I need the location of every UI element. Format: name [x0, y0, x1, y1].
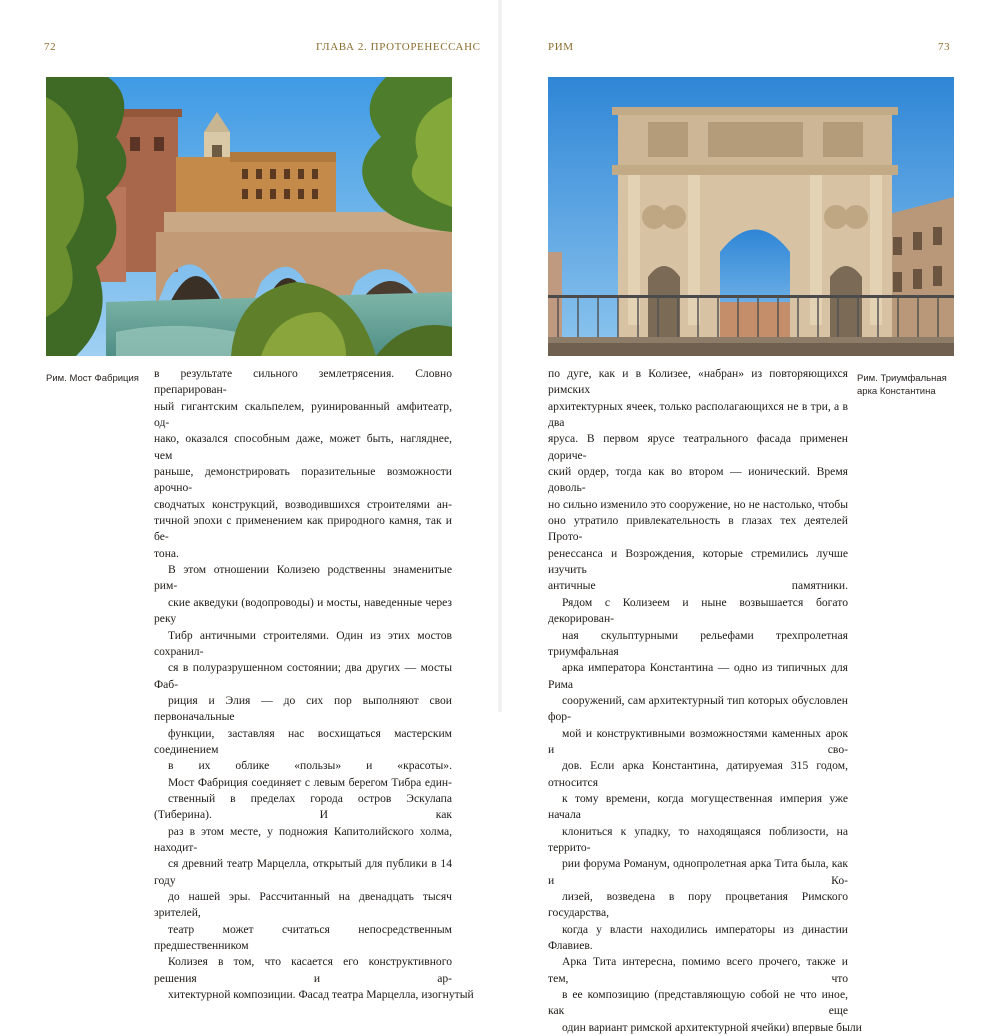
text-line: античные памятники.: [548, 579, 848, 593]
text-line: мой и конструктивными возможностями каменных арок и сво-: [548, 726, 848, 756]
text-line: раньше, демонстрировать поразительные возможности арочно-: [154, 465, 452, 495]
text-line: сооружений, сам архитектурный тип которых обусловлен фор-: [548, 693, 848, 724]
text-line: яруса. В первом ярусе театрального фасада применен дориче-: [548, 432, 848, 462]
text-line: дов. Если арка Константина, датируемая 315 годом, относится: [548, 759, 848, 789]
text-line: Рядом с Колизеем и ныне возвышается богато декорирован-: [548, 595, 848, 626]
text-line: оно утратило привлекательность в глазах тех деятелей Прото-: [548, 514, 848, 544]
text-line: Мост Фабриция соединяет с левым берегом Тибра един-: [168, 775, 452, 789]
right-paragraph-1: [548, 366, 848, 595]
text-line: Колизея в том, что касается его конструктивного решения и ар-: [154, 955, 452, 985]
text-line: клониться к упадку, то находящаяся поблизости, на террито-: [548, 824, 848, 854]
left-paragraph-1: [154, 366, 452, 562]
right-page-number: 73: [938, 41, 951, 53]
text-line: тичной эпохи с применением как природного камня, так и бе-: [154, 514, 452, 544]
text-line: театр может считаться непосредственным предшественником: [154, 922, 452, 953]
text-line: тона.: [154, 546, 179, 560]
text-line: ная скульптурными рельефами трехпролетная триумфальная: [548, 628, 848, 658]
text-line: функции, заставляя нас восхищаться мастерским соединением: [154, 726, 452, 756]
text-line: один вариант римской архитектурной ячейки) впервые были: [562, 1020, 862, 1034]
text-line: ские акведуки (водопроводы) и мосты, наведенные через реку: [154, 595, 452, 626]
text-line: арка императора Константина — одно из типичных для Рима: [548, 661, 848, 691]
text-line: ся в полуразрушенном состоянии; два других — мосты Фаб-: [154, 661, 452, 691]
left-page: [0, 0, 500, 1002]
left-page-number: 72: [44, 41, 57, 53]
text-line: в результате сильного землетрясения. Словно препарирован-: [154, 367, 452, 397]
text-line: сводчатых конструкций, возводившихся строителями ан-: [154, 497, 452, 511]
text-line: ственный в пределах города остров Эскулапа (Тиберина). И как: [154, 791, 452, 822]
right-body-text: [548, 366, 862, 1036]
text-line: в ее композицию (представляющую собой не что иное, как еще: [548, 988, 848, 1018]
left-paragraph-3: [154, 775, 474, 1004]
text-line: в их облике «пользы» и «красоты».: [168, 759, 452, 773]
text-line: до нашей эры. Рассчитанный на двенадцать тысяч зрителей,: [154, 890, 452, 920]
text-line: риция и Элия — до сих пор выполняют свои первоначальные: [154, 693, 452, 724]
text-line: хитектурной композиции. Фасад театра Марцелла, изогнутый: [168, 988, 474, 1002]
text-line: Арка Тита интересна, помимо всего прочего, также и тем, что: [548, 955, 848, 985]
left-body-text: [154, 366, 474, 1003]
text-line: В этом отношении Колизею родственны знаменитые рим-: [154, 563, 452, 593]
right-running-head: РИМ: [548, 41, 574, 53]
arch-of-constantine-photo: [548, 77, 954, 356]
text-line: ский ордер, тогда как во втором — ионический. Время доволь-: [548, 465, 848, 495]
text-line: лизей, возведена в пору процветания Римского государства,: [548, 890, 848, 920]
text-line: нако, оказался способным даже, может быть, нагляднее, чем: [154, 432, 452, 462]
text-line: рии форума Романум, однопролетная арка Тита была, как и Ко-: [548, 857, 848, 887]
text-line: но сильно изменило это сооружение, но не настолько, чтобы: [548, 497, 848, 511]
left-running-head: ГЛАВА 2. ПРОТОРЕНЕССАНС: [316, 41, 481, 53]
text-line: по дуге, как и в Колизее, «набран» из повторяющихся римских: [548, 367, 848, 397]
text-line: Тибр античными строителями. Один из этих мостов сохранил-: [154, 628, 452, 658]
text-line: когда у власти находились императоры из династии Флавиев.: [548, 922, 848, 953]
text-line: к тому времени, когда могущественная империя уже начала: [548, 791, 848, 822]
right-page: [500, 0, 1000, 1034]
right-paragraph-2: [548, 595, 862, 1036]
text-line: архитектурных ячеек, только располагающихся не в три, а в два: [548, 399, 848, 430]
fabricius-bridge-caption: Рим. Мост Фабриция: [46, 373, 139, 384]
fabricius-bridge-photo: [46, 77, 452, 356]
text-line: раз в этом месте, у подножия Капитолийского холма, находит-: [154, 824, 452, 854]
left-paragraph-2: [154, 562, 452, 774]
text-line: ный гигантским скальпелем, руинированный амфитеатр, од-: [154, 399, 452, 430]
text-line: ренессанса и Возрождения, которые стремились лучше изучить: [548, 546, 848, 577]
arch-of-constantine-caption: Рим. Триумфальная арка Константина: [857, 373, 947, 397]
text-line: ся древний театр Марцелла, открытый для публики в 14 году: [154, 857, 452, 887]
